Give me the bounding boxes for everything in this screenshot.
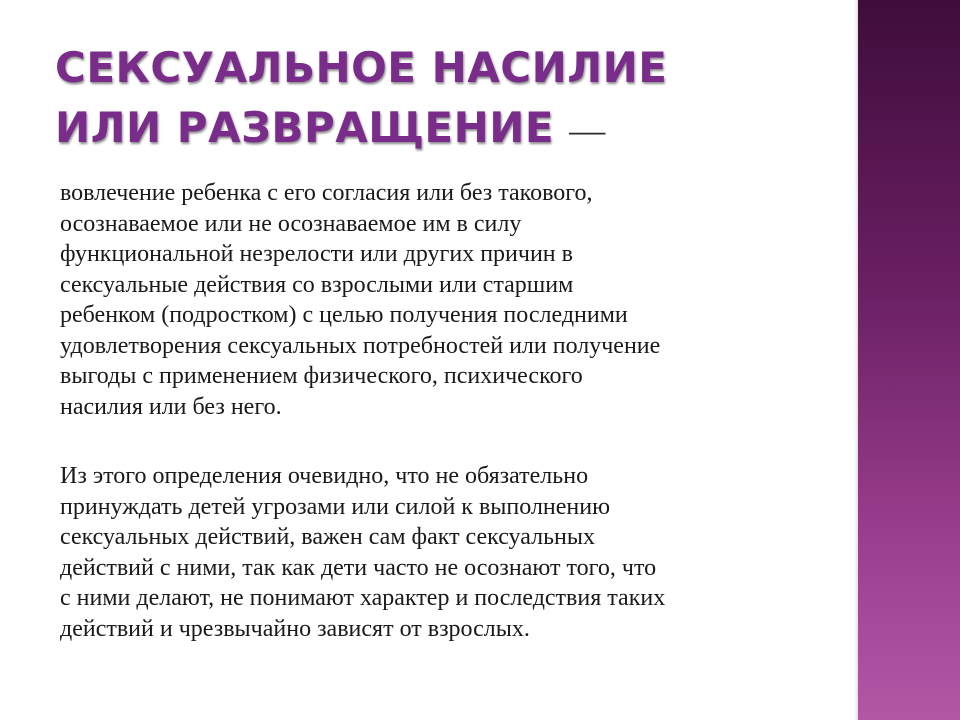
definition-paragraph: вовлечение ребенка с его согласия или без такового, осознаваемое или не осознаваемое им в силу функциональной незрелости или других причин в сексуальные действия со взрослыми или старшим ребенком (подростком) с целью получения последними удовлетворения сексуальных потребностей или получение выгоды с применением физического, психического насилия или без него.: [60, 180, 661, 420]
slide-title: [55, 38, 815, 160]
explanation-paragraph: Из этого определения очевидно, что не обязательно принуждать детей угрозами или силой к выполнению сексуальных действий, важен сам факт сексуальных действий с ними, так как дети часто не осознают того, что с ними делают, не понимают характер и последствия таких действий и чрезвычайно зависят от взрослых.: [60, 463, 666, 642]
decorative-side-bar: [858, 0, 960, 720]
title-line-2: ИЛИ РАЗВРАЩЕНИЕ: [55, 103, 555, 152]
title-dash: —: [569, 110, 606, 150]
title-line-1: СЕКСУАЛЬНОЕ НАСИЛИЕ: [55, 43, 668, 92]
